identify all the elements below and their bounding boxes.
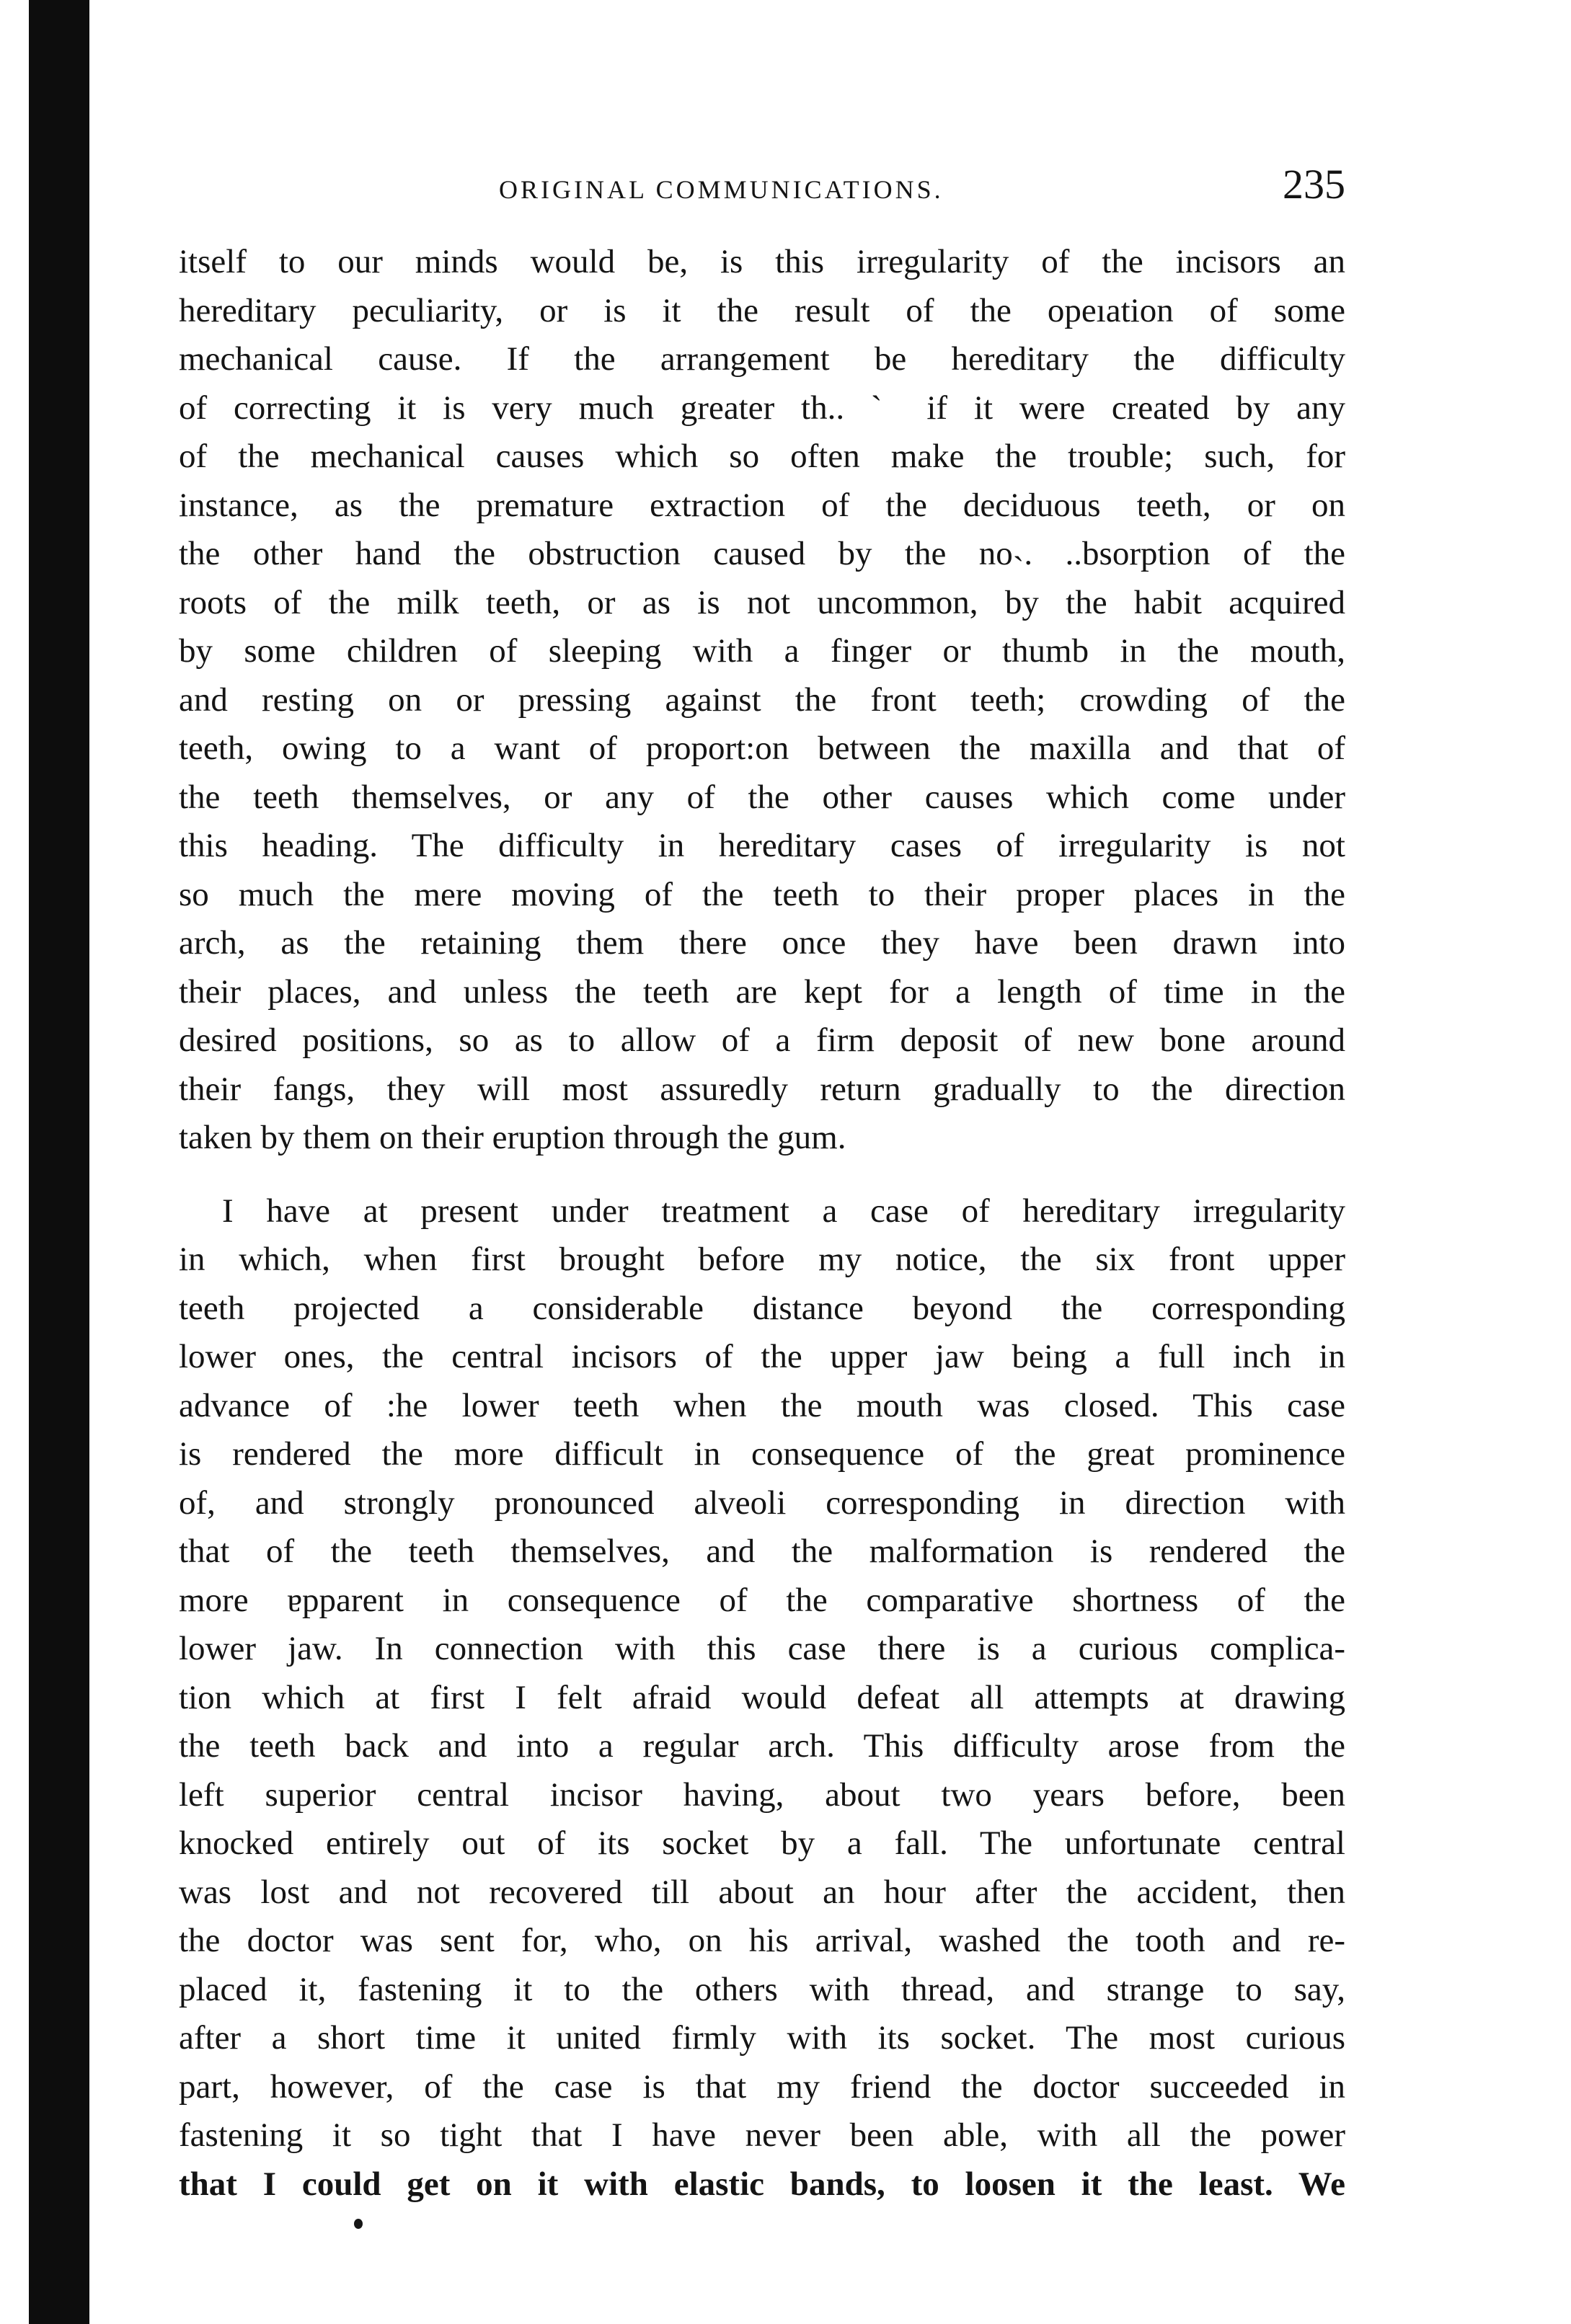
text-line: roots of the milk teeth, or as is not uncommon, by the habit acquired xyxy=(179,583,1345,621)
text-line: fastening it so tight that I have never been able, with all the power xyxy=(179,2116,1345,2154)
text-line: of the mechanical causes which so often make the trouble; such, for xyxy=(179,438,1345,475)
text-line: was lost and not recovered till about an hour after the accident, then xyxy=(179,1873,1345,1911)
text-line: lower jaw. In connection with this case there is a curious complica- xyxy=(179,1630,1345,1667)
text-line: the doctor was sent for, who, on his arrival, washed the tooth and re- xyxy=(179,1922,1345,1959)
text-line: so much the mere moving of the teeth to their proper places in the xyxy=(179,875,1345,913)
text-line: teeth projected a considerable distance beyond the corresponding xyxy=(179,1289,1345,1327)
text-line: placed it, fastening it to the others with thread, and strange to say, xyxy=(179,1970,1345,2008)
text-line: taken by them on their eruption through the gum. xyxy=(179,1119,846,1156)
text-line: arch, as the retaining them there once they have been drawn into xyxy=(179,924,1345,962)
text-line: of correcting it is very much greater th.. ˋ if it were created by any xyxy=(179,389,1345,427)
paragraph xyxy=(179,1187,1345,2209)
text-line: tion which at first I felt afraid would defeat all attempts at drawing xyxy=(179,1678,1345,1716)
text-line: advance of :he lower teeth when the mouth was closed. This case xyxy=(179,1386,1345,1424)
text-line: in which, when first brought before my notice, the six front upper xyxy=(179,1241,1345,1278)
text-line: of, and strongly pronounced alveoli corresponding in direction with xyxy=(179,1483,1345,1522)
text-line: the teeth back and into a regular arch. This difficulty arose from the xyxy=(179,1727,1345,1765)
text-line: knocked entirely out of its socket by a fall. The unfortunate central xyxy=(179,1824,1345,1862)
text-line: teeth, owing to a want of proport:on between the maxilla and that of xyxy=(179,729,1345,767)
text-line: by some children of sleeping with a finger or thumb in the mouth, xyxy=(179,632,1345,670)
paragraph xyxy=(179,238,1345,1163)
text-line: left superior central incisor having, about two years before, been xyxy=(179,1775,1345,1814)
ink-speck xyxy=(354,2219,363,2229)
running-head: ORIGINAL COMMUNICATIONS. xyxy=(499,175,944,204)
text-line: that of the teeth themselves, and the malformation is rendered the xyxy=(179,1533,1345,1570)
text-line: hereditary peculiarity, or is it the result of the opeıation of some xyxy=(179,291,1345,329)
text-line: is rendered the more difficult in consequence of the great prominence xyxy=(179,1435,1345,1473)
text-line: the teeth themselves, or any of the other causes which come under xyxy=(179,778,1345,816)
text-line: after a short time it united firmly with its socket. The most curious xyxy=(179,2019,1345,2057)
text-line: the other hand the obstruction caused by the no˴. ..bsorption of the xyxy=(179,535,1345,572)
text-line: their fangs, they will most assuredly return gradually to the direction xyxy=(179,1070,1345,1108)
text-line: more ɐpparent in consequence of the comparative shortness of the xyxy=(179,1581,1345,1619)
page-number: 235 xyxy=(1283,161,1345,208)
text-line: mechanical cause. If the arrangement be hereditary the difficulty xyxy=(179,340,1345,378)
text-line: I have at present under treatment a case of hereditary irregularity xyxy=(222,1192,1345,1230)
text-line: itself to our minds would be, is this irregularity of the incisors an xyxy=(179,243,1345,280)
text-line: part, however, of the case is that my friend the doctor succeeded in xyxy=(179,2067,1345,2106)
text-line: this heading. The difficulty in hereditary cases of irregularity is not xyxy=(179,827,1345,864)
text-line: desired positions, so as to allow of a firm deposit of new bone around xyxy=(179,1021,1345,1059)
body-text xyxy=(179,238,1345,2209)
text-line: instance, as the premature extraction of the deciduous teeth, or on xyxy=(179,486,1345,524)
page-header xyxy=(179,157,1345,209)
text-line: their places, and unless the teeth are kept for a length of time in the xyxy=(179,972,1345,1011)
text-line: that I could get on it with elastic bands, to loosen it the least. We xyxy=(179,2165,1345,2203)
text-line: lower ones, the central incisors of the upper jaw being a full inch in xyxy=(179,1338,1345,1375)
scan-binding-shadow xyxy=(29,0,89,2324)
text-line: and resting on or pressing against the front teeth; crowding of the xyxy=(179,680,1345,719)
